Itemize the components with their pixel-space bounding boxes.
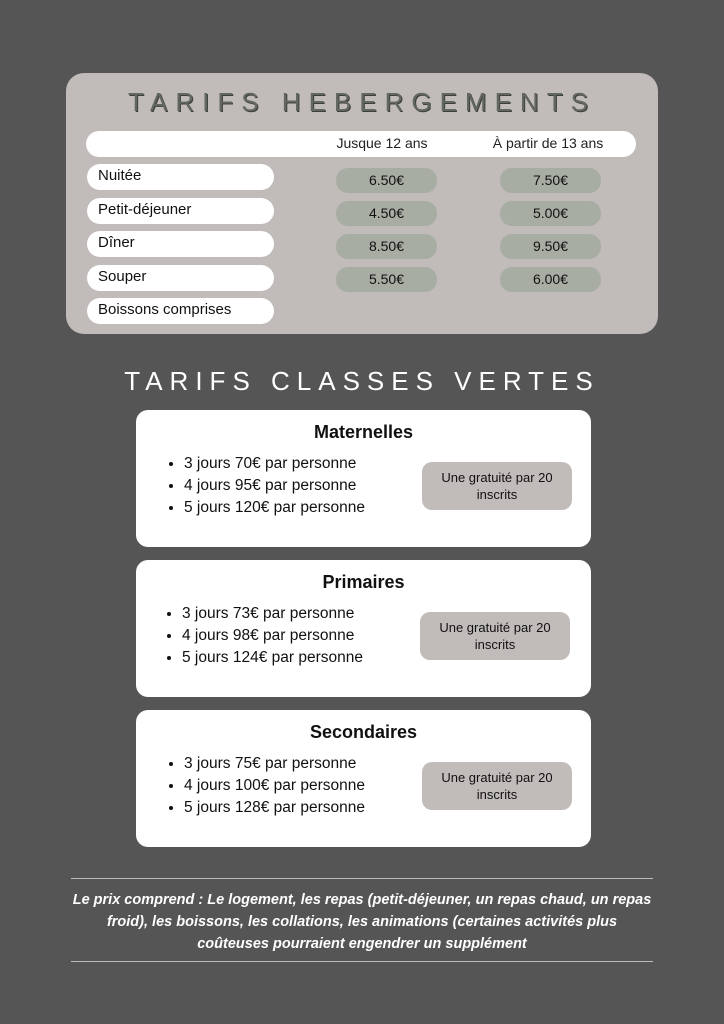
column-header-bar xyxy=(86,131,636,157)
gratuite-badge-maternelles: Une gratuité par 20 inscrits xyxy=(422,462,572,510)
price-list-secondaires xyxy=(164,753,365,819)
price-list-primaires xyxy=(162,603,363,669)
divider-bottom xyxy=(71,961,653,962)
hebergements-card xyxy=(66,73,658,334)
card-secondaires xyxy=(136,710,591,847)
column-header-child: Jusque 12 ans xyxy=(336,135,428,151)
row-label-nuitee: Nuitée xyxy=(87,164,274,190)
price-souper-child: 5.50€ xyxy=(336,267,437,292)
price-petit-dejeuner-child: 4.50€ xyxy=(336,201,437,226)
gratuite-badge-primaires: Une gratuité par 20 inscrits xyxy=(420,612,570,660)
card-title-secondaires: Secondaires xyxy=(309,722,418,742)
price-nuitee-child: 6.50€ xyxy=(336,168,437,193)
price-diner-adult: 9.50€ xyxy=(500,234,601,259)
divider-top xyxy=(71,878,653,879)
row-label-petit-dejeuner: Petit-déjeuner xyxy=(87,198,274,224)
list-item: • 4 jours 95€ par personne xyxy=(184,475,365,497)
card-maternelles xyxy=(136,410,591,547)
list-item: • 4 jours 98€ par personne xyxy=(182,625,363,647)
list-item: • 5 jours 124€ par personne xyxy=(182,647,363,669)
list-item: • 5 jours 120€ par personne xyxy=(184,497,365,519)
list-item: • 3 jours 73€ par personne xyxy=(182,603,363,625)
price-diner-child: 8.50€ xyxy=(336,234,437,259)
price-list-maternelles xyxy=(164,453,365,519)
classes-vertes-title: TARIFS CLASSES VERTES xyxy=(124,366,600,396)
price-petit-dejeuner-adult: 5.00€ xyxy=(500,201,601,226)
list-item: • 3 jours 75€ par personne xyxy=(184,753,365,775)
column-header-adult: À partir de 13 ans xyxy=(492,135,604,151)
footer-note: Le prix comprend : Le logement, les repas (petit-déjeuner, un repas chaud, un repas froid), les boissons, les collations, les animations (certaines activités plus coûteuses pourraient engendrer un supplément xyxy=(72,892,652,952)
card-title-primaires: Primaires xyxy=(322,572,405,592)
hebergements-title: TARIFS HEBERGEMENTS xyxy=(128,87,596,117)
card-title-maternelles: Maternelles xyxy=(313,422,414,442)
list-item: • 4 jours 100€ par personne xyxy=(184,775,365,797)
row-label-diner: Dîner xyxy=(87,231,274,257)
list-item: • 3 jours 70€ par personne xyxy=(184,453,365,475)
row-label-souper: Souper xyxy=(87,265,274,291)
list-item: • 5 jours 128€ par personne xyxy=(184,797,365,819)
gratuite-badge-secondaires: Une gratuité par 20 inscrits xyxy=(422,762,572,810)
price-souper-adult: 6.00€ xyxy=(500,267,601,292)
card-primaires xyxy=(136,560,591,697)
price-nuitee-adult: 7.50€ xyxy=(500,168,601,193)
row-label-boissons: Boissons comprises xyxy=(87,298,274,324)
